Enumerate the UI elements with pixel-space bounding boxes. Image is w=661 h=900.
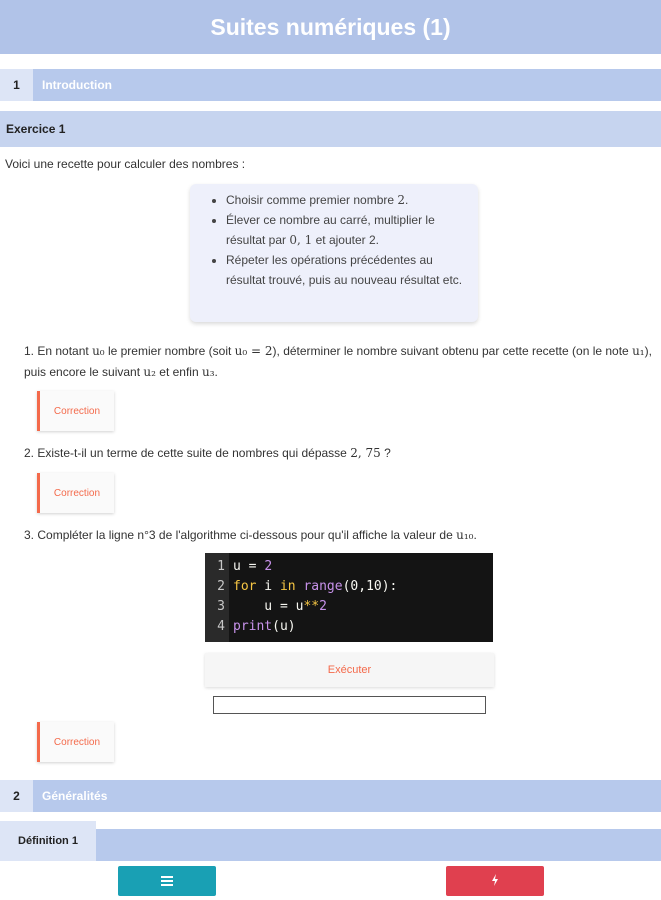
correction-button-1[interactable]: Correction — [37, 391, 114, 431]
section-number: 2 — [0, 780, 33, 812]
correction-button-2[interactable]: Correction — [37, 473, 114, 513]
exercise-title: Exercice 1 — [6, 122, 66, 136]
section-number: 1 — [0, 69, 33, 101]
code-line[interactable]: u = u**2 — [233, 599, 327, 614]
line-numbers: 1 2 3 4 — [205, 553, 229, 642]
recipe-step: • Répeter les opérations précédentes au résultat trouvé, puis au nouveau résultat etc. — [226, 250, 468, 290]
recipe-step: • Élever ce nombre au carré, multiplier le résultat par 0, 1 et ajouter 2. — [226, 210, 468, 250]
correction-button-3[interactable]: Correction — [37, 722, 114, 762]
code-line[interactable]: print(u) — [233, 619, 296, 634]
definition-bar — [0, 829, 661, 861]
lightning-icon — [491, 873, 499, 890]
page-title: Suites numériques (1) — [0, 0, 661, 54]
question-3: 3. Compléter la ligne n°3 de l'algorithme ci-dessous pour qu'il affiche la valeur de u₁₀. — [24, 528, 477, 542]
menu-button[interactable] — [118, 866, 216, 896]
section-generalites[interactable] — [0, 780, 661, 812]
output-field — [213, 696, 486, 714]
section-title: Introduction — [42, 78, 112, 92]
question-2: 2. Existe-t-il un terme de cette suite de nombres qui dépasse 2, 75 ? — [24, 446, 391, 460]
question-1: 1. En notant u₀ le premier nombre (soit u₀ = 2), déterminer le nombre suivant obtenu par cette recette (on le note u₁), puis encore le suivant u₂ et enfin u₃. — [24, 344, 652, 379]
section-introduction[interactable] — [0, 69, 661, 101]
recipe-step: • Choisir comme premier nombre 2. — [226, 190, 468, 210]
hamburger-icon — [161, 873, 173, 890]
code-lines[interactable] — [233, 557, 397, 637]
run-button[interactable]: Exécuter — [205, 653, 494, 687]
code-line[interactable]: for i in range(0,10): — [233, 579, 398, 594]
section-title: Généralités — [42, 789, 108, 803]
code-editor[interactable] — [205, 553, 493, 642]
code-line[interactable]: u = 2 — [233, 559, 273, 574]
recipe-box — [190, 184, 478, 322]
definition-title: Définition 1 — [0, 821, 96, 861]
exercise-intro: Voici une recette pour calculer des nombres : — [5, 157, 246, 171]
exercise-header — [0, 111, 661, 147]
flash-button[interactable] — [446, 866, 544, 896]
